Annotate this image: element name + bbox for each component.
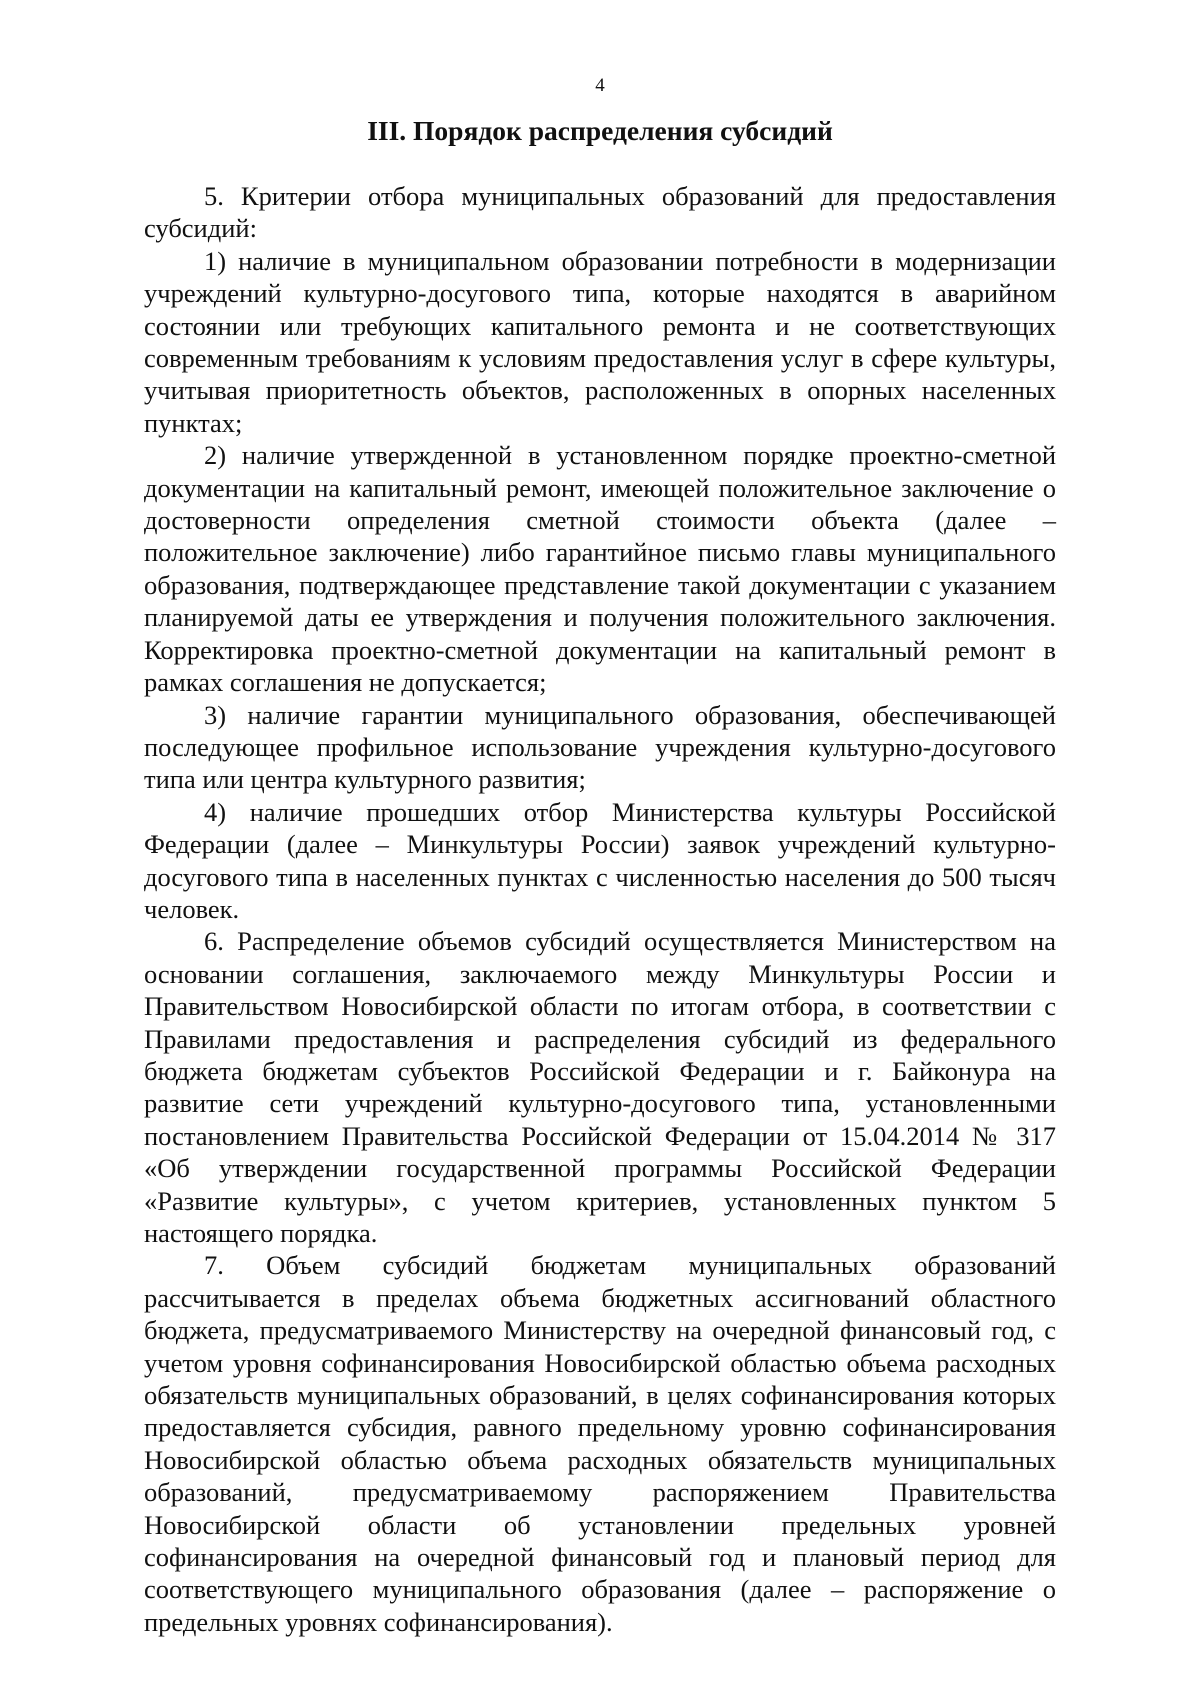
document-body [144, 180, 1056, 1638]
paragraph-criterion-2: 2) наличие утвержденной в установленном порядке проектно-сметной документации на капитальный ремонт, имеющей положительное заключение о достоверности определения сметной стоимости объекта (далее – положительное заключение) либо гарантийное письмо главы муниципального образования, подтверждающее представление такой документации с указанием планируемой даты ее утверждения и получения положительного заключения. Корректировка проектно-сметной документации на капитальный ремонт в рамках соглашения не допускается; [144, 440, 1056, 698]
paragraph-criterion-4: 4) наличие прошедших отбор Министерства культуры Российской Федерации (далее – Минкультуры России) заявок учреждений культурно-досугового типа в населенных пунктах с численностью населения до 500 тысяч человек. [144, 796, 1056, 924]
paragraph-item-5: 5. Критерии отбора муниципальных образований для предоставления субсидий: [144, 181, 1056, 244]
section-heading: III. Порядок распределения субсидий [367, 115, 833, 146]
paragraph-item-7: 7. Объем субсидий бюджетам муниципальных образований рассчитывается в пределах объема бюджетных ассигнований областного бюджета, предусматриваемого Министерству на очередной финансовый год, с учетом уровня софинансирования Новосибирской областью объема расходных обязательств муниципальных образований, в целях софинансирования которых предоставляется субсидия, равного предельному уровню софинансирования Новосибирской областью объема расходных обязательств муниципальных образований, предусматриваемому распоряжением Правительства Новосибирской области об установлении предельных уровней софинансирования на очередной финансовый год и плановый период для соответствующего муниципального образования (далее – распоряжение о предельных уровнях софинансирования). [144, 1250, 1056, 1637]
paragraph-criterion-1: 1) наличие в муниципальном образовании потребности в модернизации учреждений культурно-досугового типа, которые находятся в аварийном состоянии или требующих капитального ремонта и не соответствующих современным требованиям к условиям предоставления услуг в сфере культуры, учитывая приоритетность объектов, расположенных в опорных населенных пунктах; [144, 245, 1056, 438]
paragraph-criterion-3: 3) наличие гарантии муниципального образования, обеспечивающей последующее профильное использование учреждения культурно-досугового типа или центра культурного развития; [144, 699, 1056, 795]
page-number: 4 [595, 75, 605, 96]
paragraph-item-6: 6. Распределение объемов субсидий осуществляется Министерством на основании соглашения, заключаемого между Минкультуры России и Правительством Новосибирской области по итогам отбора, в соответствии с Правилами предоставления и распределения субсидий из федерального бюджета бюджетам субъектов Российской Федерации и г. Байконура на развитие сети учреждений культурно-досугового типа, установленными постановлением Правительства Российской Федерации от 15.04.2014 № 317 «Об утверждении государственной программы Российской Федерации «Развитие культуры», с учетом критериев, установленных пунктом 5 настоящего порядка. [144, 926, 1056, 1248]
